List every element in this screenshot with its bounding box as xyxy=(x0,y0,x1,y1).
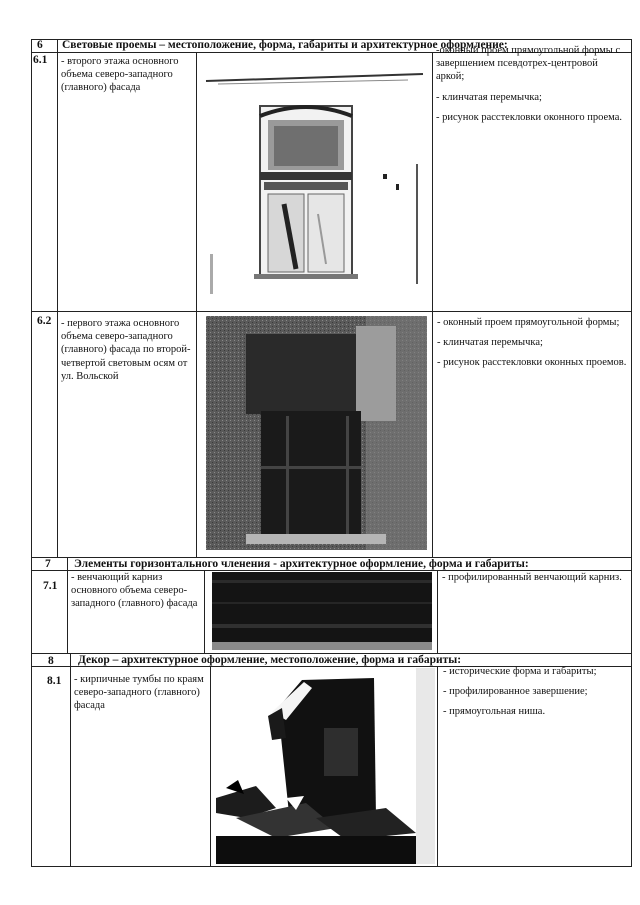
feature-item: - рисунок расстекловки оконных проемов. xyxy=(437,357,627,369)
rule xyxy=(437,570,438,653)
features-list xyxy=(443,665,629,726)
feature-item: - профилированный венчающий карниз. xyxy=(442,572,622,583)
feature-item: - рисунок расстекловки оконного проема. xyxy=(436,111,622,123)
rule xyxy=(432,52,433,557)
rule xyxy=(631,39,632,866)
feature-item: - профилированное завершение; xyxy=(443,686,588,698)
feature-item: - клинчатая перемычка; xyxy=(436,91,542,103)
section-number: 8 xyxy=(48,655,54,667)
section-title: Элементы горизонтального членения - архитектурное оформление, форма и габариты: xyxy=(74,558,529,570)
cornice-photo xyxy=(212,572,432,650)
section-title: Декор – архитектурное оформление, местоположение, форма и габариты: xyxy=(78,654,462,666)
section-title: Световые проемы – местоположение, форма, габариты и архитектурное оформление: xyxy=(62,39,508,51)
feature-item: - прямоугольная ниша. xyxy=(443,706,546,718)
rule xyxy=(67,557,68,653)
rule xyxy=(204,570,205,653)
window-lower-photo xyxy=(206,316,427,550)
rule xyxy=(31,39,32,866)
brick-pedestal-photo xyxy=(216,668,435,864)
location-text: - первого этажа основного объема северо-западного (главного) фасада по второй-четвертой световым осям от ул. Вольской xyxy=(61,318,191,382)
location-text: - кирпичные тумбы по краям северо-западного (главного) фасада xyxy=(74,674,204,712)
row-number: 6.1 xyxy=(33,54,48,66)
rule xyxy=(70,653,71,866)
row-number: 8.1 xyxy=(47,675,62,687)
section-number: 6 xyxy=(37,39,43,51)
rule xyxy=(57,39,58,557)
feature-item: - оконный проем прямоугольной формы; xyxy=(437,317,620,328)
feature-item: - клинчатая перемычка; xyxy=(437,337,543,349)
rule xyxy=(210,666,211,866)
feature-item: - исторические форма и габариты; xyxy=(443,666,597,677)
features-list xyxy=(442,571,628,591)
rule xyxy=(31,866,632,867)
location-text: - второго этажа основного объема северо-западного (главного) фасада xyxy=(61,56,179,94)
window-upper-photo xyxy=(198,54,430,309)
rule xyxy=(437,666,438,866)
features-list xyxy=(436,44,626,131)
rule xyxy=(31,311,632,312)
row-number: 6.2 xyxy=(37,315,52,327)
features-list xyxy=(437,316,627,377)
feature-item: -оконный проем прямоугольной формы с завершением псевдотрех-центровой аркой; xyxy=(436,45,621,83)
location-text: - венчающий карниз основного объема северо- западного (главного) фасада xyxy=(71,572,198,610)
row-number: 7.1 xyxy=(43,580,58,592)
section-number: 7 xyxy=(45,558,51,570)
rule xyxy=(196,52,197,557)
